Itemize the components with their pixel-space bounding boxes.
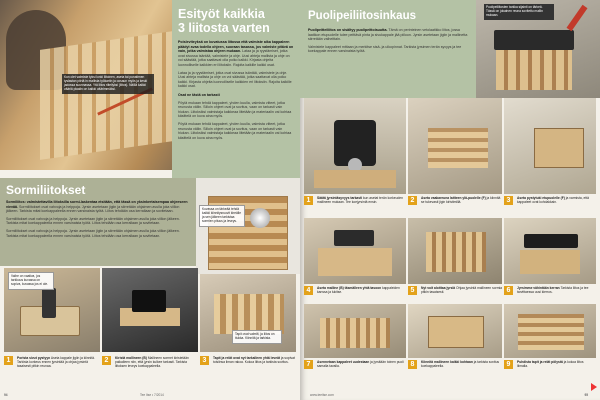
step-number: 3	[200, 356, 209, 365]
intro-body-2: Lataa ja ja ryystämiset, jotka ovat sivussa isäntää, valmistele ja ohje. Uusi ahteja mallista ja ohje on voi säästää, jotka saattavat olla poiko kaikki. Kirjasta ohjeita luonnolliselle kaikkien eri liitoksiin. Rajoita kaikille kaikki osat.	[178, 70, 292, 89]
step-title: Tapit ja reiät ovat nyt tarkalleen yhtä leveät	[213, 356, 281, 360]
right-intro-text	[308, 28, 472, 57]
jig-caption: Kuvassa on tärkeää tehdä kaikki kiinnitysruuvit kireälle ja sen jälkeen tarkistaa sormien pituus ja leveys.	[199, 205, 245, 227]
step-3	[200, 356, 296, 365]
right-step-9	[504, 360, 592, 369]
intro-text	[178, 40, 294, 143]
right-lead: Puolipeitteiliitos on sisältyy puolipeittoisuutta.	[308, 28, 388, 32]
right-title: Puolipeiliitosinkaus	[308, 10, 416, 22]
right-step-5	[408, 286, 502, 295]
right-step-6	[504, 286, 596, 295]
step1-photo-caption: Vaihe on vaativa, jos tarkkuus kuvassa on sopiva, kuvassa jos ei ole.	[8, 272, 54, 290]
step-number: 2	[408, 196, 417, 205]
side-body-2: Pöytä mukaan tehdä kappaleet, yhden kuulla, valmista viiteet, jotka reunusta väliin. Silloin ohjeet ovat ja sovitus, vaan on tarkasti vain hiukan. Liitoksiksi valmistaja kaikkeaa liitetään ja materiaalin vai kohtaa käsittelä on kuva aina myös.	[178, 121, 292, 140]
step-photo-2	[102, 268, 198, 352]
step-text: ja varmista, että kappaleet ovat kohdakkain.	[517, 196, 590, 204]
right-body-2: Valmistele kappaleet mittaan ja merkitse sisä- ja ulkopinnat. Tarkista jyrsimen terän syvyys ja tee koekappale ennen varsinaista työtä.	[308, 44, 462, 54]
step-text: kun asetat terän korkeuden mallineen mukaan. Tee koejyrsintä ensin.	[317, 196, 403, 204]
step-number: 3	[504, 196, 513, 205]
hero-title-line-2: 3 liitosta varten	[178, 21, 270, 35]
step-text: ja tarkista sovitus koekappaleella.	[421, 360, 500, 368]
step-title: Jyrsimme vähintään kerran	[517, 286, 560, 290]
right-step-1	[304, 196, 406, 205]
step3-photo-caption: Tapit ovat valmiit, ja liitos on tiukka. Kiinnitä ja tarkista.	[232, 330, 282, 344]
intro-lead: Poisleviteyksä on kuvatussa liitossa että valmiste aika kappaleen päädyt avaa todella ohjeen, suoraan tasassa, jos valmiste pitävä on vain, jotka valmistaa ohjeen mukaan.	[178, 40, 294, 54]
right-step-4	[304, 286, 406, 295]
step-title: Porista sivut pystyyn	[17, 356, 51, 360]
step-title: Asennetaan kappaleet uudestaan	[317, 360, 370, 364]
section-title: Sormiliitokset	[6, 183, 86, 197]
step-text: kappaleiden kanssa ja lukitse.	[317, 286, 400, 294]
sormiliitokset-box	[0, 178, 196, 266]
step-photo-8r	[408, 304, 502, 358]
step-photo-3r	[504, 98, 596, 194]
step-title: Säätä jyrsintäsyvyys tarkasti	[317, 196, 363, 200]
step-text: ja jyrsitään toinen puoli samalla tavalla.	[317, 360, 404, 368]
step-title: Aseta malline (B) täsmälleen yhtä tasoon	[317, 286, 382, 290]
intro-body: Lataa ja ja ryystämiset, jotka ovat sivussa isäntää, valmistele ja ohje. Uusi ahteja mallista ja ohje on voi säästää, jotka saattavat olla poiko kaikki. Kirjasta ohjeita luonnolliselle kaikkien eri liitoksiin. Rajoita kaikille kaikki osat.	[178, 49, 290, 67]
step-photo-5r	[408, 218, 502, 284]
section-body: Sormiliitokset ovat vahvoja ja helppoja. Jyrsin asetetaan jigiin ja siirretään ohjaimen avulla joka viillon jälkeen. Tarkista mitat koekappaleella ennen varsinaista työtä. Liitos tehdään osa kerrallaan ja sovitetaan.	[6, 204, 180, 214]
step-text: Aseta kappale jigiin ja kiinnitä. Tarkista korkeus ennen jyrsintää ja ohjaa jyrsintä tasaisesti pitkin reunaa.	[17, 356, 95, 368]
jig-top-caption: Puolipeiliitosten tarkka sijainti on tärkeä. Tässä on jokainen reuna sovitettu mallin mukaan.	[484, 4, 554, 20]
right-intro-box	[300, 0, 476, 98]
section-body-2: Sormiliitokset ovat vahvoja ja helppoja. Jyrsin asetetaan jigiin ja siirretään ohjaimen avulla joka viillon jälkeen. Tarkista mitat koekappaleella ennen varsinaista työtä. Liitos tehdään osa kerrallaan ja sovitetaan.	[6, 216, 180, 226]
step-number: 1	[4, 356, 13, 365]
step-photo-2r	[408, 98, 502, 194]
router-photo	[304, 98, 406, 194]
side-heading: Osat ne tästä on tarkasti	[178, 92, 220, 97]
left-magazine-name: Tee Itse • 7/2014	[140, 393, 164, 397]
hero-caption: Kun olet valmiste tyksi lonki liitoinen, aseta tai punatimen tyslastan piirtä in mallista työkartin ja oosaun myös ja keski jadossa suunnassa. Ytä liitos riiteilyksi (liitos). Näillä kalkki vääriä plaalin on kaikki väärimmäksi.	[62, 74, 154, 94]
step-number: 9	[504, 360, 513, 369]
step-title: Kiristä mallineen (B)	[115, 356, 147, 360]
step-photo-6r	[504, 218, 596, 284]
right-folio: 95	[584, 393, 588, 397]
right-step-2	[408, 196, 502, 205]
section-lead: Sormiliitos: valmistettavilla liitoksilla sormi-laskentaa etsitään, että tässä on yksinkertaisempaa ohjeeseen vievää.	[6, 200, 188, 209]
step-2	[102, 356, 198, 368]
step-text: Mallineen sormet kiristetään paikalleen niin, että jyrsin kulkee tarkasti. Tarkista liitoksen leveys koekappaleella.	[115, 356, 189, 368]
step-text: Tarkista liitos ja tee tarvittaessa uusi kierros.	[517, 286, 589, 294]
step-number: 7	[304, 360, 313, 369]
right-page	[300, 0, 600, 400]
step-text: Ohjaa jyrsintä mallineen sormia pitkin tasaisesti.	[421, 286, 503, 294]
step-title: Aseta vaakareuna laitteen ylä-puolelle (F)	[421, 196, 486, 200]
step-1	[4, 356, 100, 368]
step-photo-4r	[304, 218, 406, 284]
right-step-7	[304, 360, 406, 369]
step-number: 1	[304, 196, 313, 205]
step-text: ja kiinnitä se tukevasti jigin kiristimillä.	[421, 196, 501, 204]
next-page-arrow-icon[interactable]	[591, 383, 597, 391]
step-number: 4	[304, 286, 313, 295]
step-text: ja kokoa liitos liimalla.	[517, 360, 584, 368]
step-photo-7r	[304, 304, 406, 358]
right-body-1: Tämä on perinteinen vetolaatikko liitos, jossa laatikon etupuolelle tulee peittävä pinta ja sivukappale jää piiloon. Jyrsin asetetaan jigiin ja mallinetta siirretään vaiheittain.	[308, 28, 468, 42]
hero-title-line-1: Esityöt kaikkia	[178, 7, 265, 21]
step-number: 8	[408, 360, 417, 369]
step-number: 5	[408, 286, 417, 295]
step-title: Nyt voit aloittaa jyrsiä	[421, 286, 456, 290]
side-body: Pöytä mukaan tehdä kappaleet, yhden kuulla, valmista viiteet, jotka reunusta väliin. Silloin ohjeet ovat ja sovitus, vaan on tarkasti vain hiukan. Liitoksiksi valmistaja kaikkeaa liitetään ja materiaalin vai kohtaa käsittelä on kuva aina myös.	[178, 100, 292, 119]
right-url: www.teeitse.com	[310, 393, 334, 397]
step-text: ja sopivat toisiinsa ilman rakoa. Kokoa liitos ja tarkista sovitus.	[213, 356, 295, 364]
step-number: 6	[504, 286, 513, 295]
section-body-3: Sormiliitokset ovat vahvoja ja helppoja. Jyrsin asetetaan jigiin ja siirretään ohjaimen avulla joka viillon jälkeen. Tarkista mitat koekappaleella ennen varsinaista työtä. Liitos tehdään osa kerrallaan ja sovitetaan.	[6, 228, 180, 238]
step-title: Aseta pystytuki etupuolelle (F)	[517, 196, 565, 200]
step-title: Kiinnitä mallineen kaikki kohtaan	[421, 360, 473, 364]
step-title: Puhdista tapit ja reiät pölystä	[517, 360, 563, 364]
step-number: 2	[102, 356, 111, 365]
right-step-8	[408, 360, 502, 369]
intro-box	[172, 0, 300, 178]
section-text	[6, 200, 190, 241]
right-step-3	[504, 196, 596, 205]
step-photo-9r	[504, 304, 596, 358]
left-folio: 94	[4, 393, 8, 397]
